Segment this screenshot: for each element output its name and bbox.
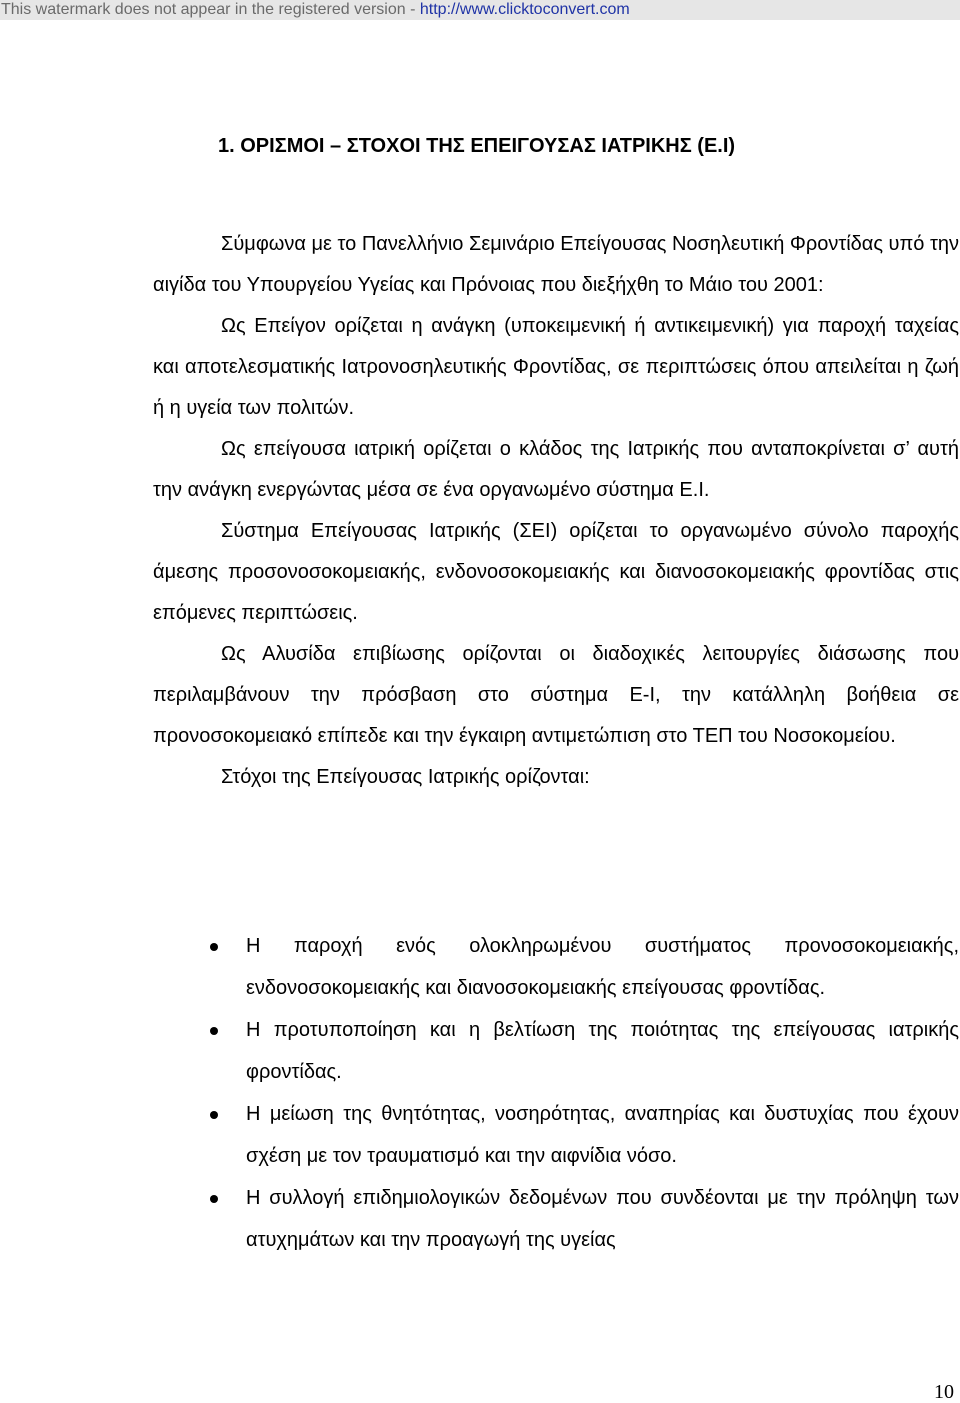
section-heading: 1. ΟΡΙΣΜΟΙ – ΣΤΟΧΟΙ ΤΗΣ ΕΠΕΙΓΟΥΣΑΣ ΙΑΤΡΙΚΗΣ (Ε.Ι) [218, 135, 736, 157]
list-item-text: Η μείωση της θνητότητας, νοσηρότητας, αναπηρίας και δυστυχίας που έχουν σχέση με τον τραυματισμό και την αιφνίδια νόσο. [246, 1103, 959, 1167]
bullet-icon [210, 943, 218, 951]
list-item [153, 1009, 959, 1093]
watermark-text: This watermark does not appear in the registered version - [1, 1, 420, 18]
paragraph-definition-chain-of-survival: Ως Αλυσίδα επιβίωσης ορίζονται οι διαδοχικές λειτουργίες διάσωσης που περιλαμβάνουν την πρόσβαση στο σύστημα Ε-Ι, την κατάλληλη βοήθεια σε προνοσοκομειακό επίπεδε και την έγκαιρη αντιμετώπιση στο ΤΕΠ του Νοσοκομείου. [153, 643, 959, 747]
bullet-icon [210, 1027, 218, 1035]
list-item [153, 925, 959, 1009]
body-text [153, 224, 959, 798]
watermark-link[interactable]: http://www.clicktoconvert.com [419, 1, 630, 18]
list-item-text: Η παροχή ενός ολοκληρωμένου συστήματος προνοσοκομειακής, ενδονοσοκομειακής και διανοσοκομειακής επείγουσας φροντίδας. [246, 935, 959, 999]
paragraph-goals-intro: Στόχοι της Επείγουσας Ιατρικής ορίζονται: [221, 766, 590, 788]
list-item [153, 1093, 959, 1177]
paragraph-definition-emergency-medicine: Ως επείγουσα ιατρική ορίζεται ο κλάδος της Ιατρικής που ανταποκρίνεται σ’ αυτή την ανάγκη ενεργώντας μέσα σε ένα οργανωμένο σύστημα Ε.Ι. [153, 438, 959, 501]
paragraph-definition-system: Σύστημα Επείγουσας Ιατρικής (ΣΕΙ) ορίζεται το οργανωμένο σύνολο παροχής άμεσης προσονοσοκομειακής, ενδονοσοκομειακής και διανοσοκομειακής φροντίδας στις επόμενες περιπτώσεις. [153, 520, 959, 624]
bullet-icon [210, 1111, 218, 1119]
goals-list [153, 925, 959, 1261]
page-number: 10 [934, 1381, 954, 1403]
watermark-banner [0, 0, 960, 20]
paragraph-definition-urgent: Ως Επείγον ορίζεται η ανάγκη (υποκειμενική ή αντικειμενική) για παροχή ταχείας και αποτελεσματικής Ιατρονοσηλευτικής Φροντίδας, σε περιπτώσεις όπου απειλείται η ζωή ή η υγεία των πολιτών. [153, 315, 959, 419]
bullet-icon [210, 1195, 218, 1203]
list-item-text: Η συλλογή επιδημιολογικών δεδομένων που συνδέονται με την πρόληψη των ατυχημάτων και την προαγωγή της υγείας [246, 1187, 959, 1251]
list-item [153, 1177, 959, 1261]
list-item-text: Η προτυποποίηση και η βελτίωση της ποιότητας της επείγουσας ιατρικής φροντίδας. [246, 1019, 959, 1083]
paragraph-intro: Σύμφωνα με το Πανελλήνιο Σεμινάριο Επείγουσας Νοσηλευτική Φροντίδας υπό την αιγίδα του Υπουργείου Υγείας και Πρόνοιας που διεξήχθη το Μάιο του 2001: [153, 233, 959, 296]
